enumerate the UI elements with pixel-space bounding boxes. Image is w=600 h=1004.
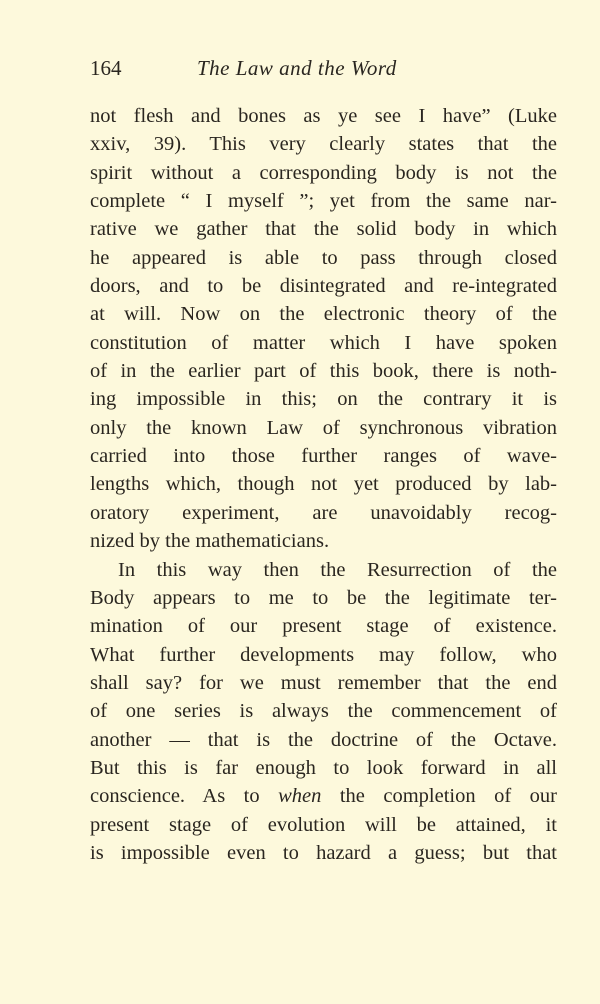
text-line: In this way then the Resurrection of the [118,558,557,581]
page-number: 164 [90,56,122,80]
text-line: complete “ I myself ”; yet from the same nar- [90,190,557,213]
text-line: constitution of matter which I have spoken [90,331,557,354]
text-line: oratory experiment, are unavoidably recog- [90,501,557,524]
text-line: is impossible even to hazard a guess; but that [90,841,557,864]
page-body-text [90,102,557,867]
text-line: nized by the mathematicians. [90,530,330,553]
running-header [90,56,557,86]
text-line: doors, and to be disintegrated and re-integrated [90,275,557,298]
text-line: spirit without a corresponding body is not the [90,161,557,184]
running-title: The Law and the Word [197,56,397,80]
text-line: What further developments may follow, who [90,643,557,666]
text-line: But this is far enough to look forward in all [90,756,557,779]
text-line: conscience. As to when the completion of our [90,785,557,808]
text-line: only the known Law of synchronous vibration [90,416,557,439]
text-line: carried into those further ranges of wave- [90,445,557,468]
text-line: another — that is the doctrine of the Octave. [90,728,557,751]
emphasis: when [278,785,322,808]
text-line: at will. Now on the electronic theory of the [90,303,557,326]
text-line: not flesh and bones as ye see I have” (Luke [90,105,557,127]
text-line: he appeared is able to pass through closed [90,246,557,269]
text-line: rative we gather that the solid body in which [90,218,557,241]
text-line: ing impossible in this; on the contrary it is [90,388,557,411]
text-line: xxiv, 39). This very clearly states that the [90,133,557,156]
text-line: of one series is always the commencement of [90,700,557,723]
text-line: present stage of evolution will be attained, it [90,813,557,836]
text-line: lengths which, though not yet produced by lab- [90,473,557,496]
text-line: shall say? for we must remember that the end [90,671,557,694]
text-line: of in the earlier part of this book, there is noth- [90,360,557,383]
text-line: Body appears to me to be the legitimate ter- [90,586,557,609]
text-line: mination of our present stage of existence. [90,615,557,638]
